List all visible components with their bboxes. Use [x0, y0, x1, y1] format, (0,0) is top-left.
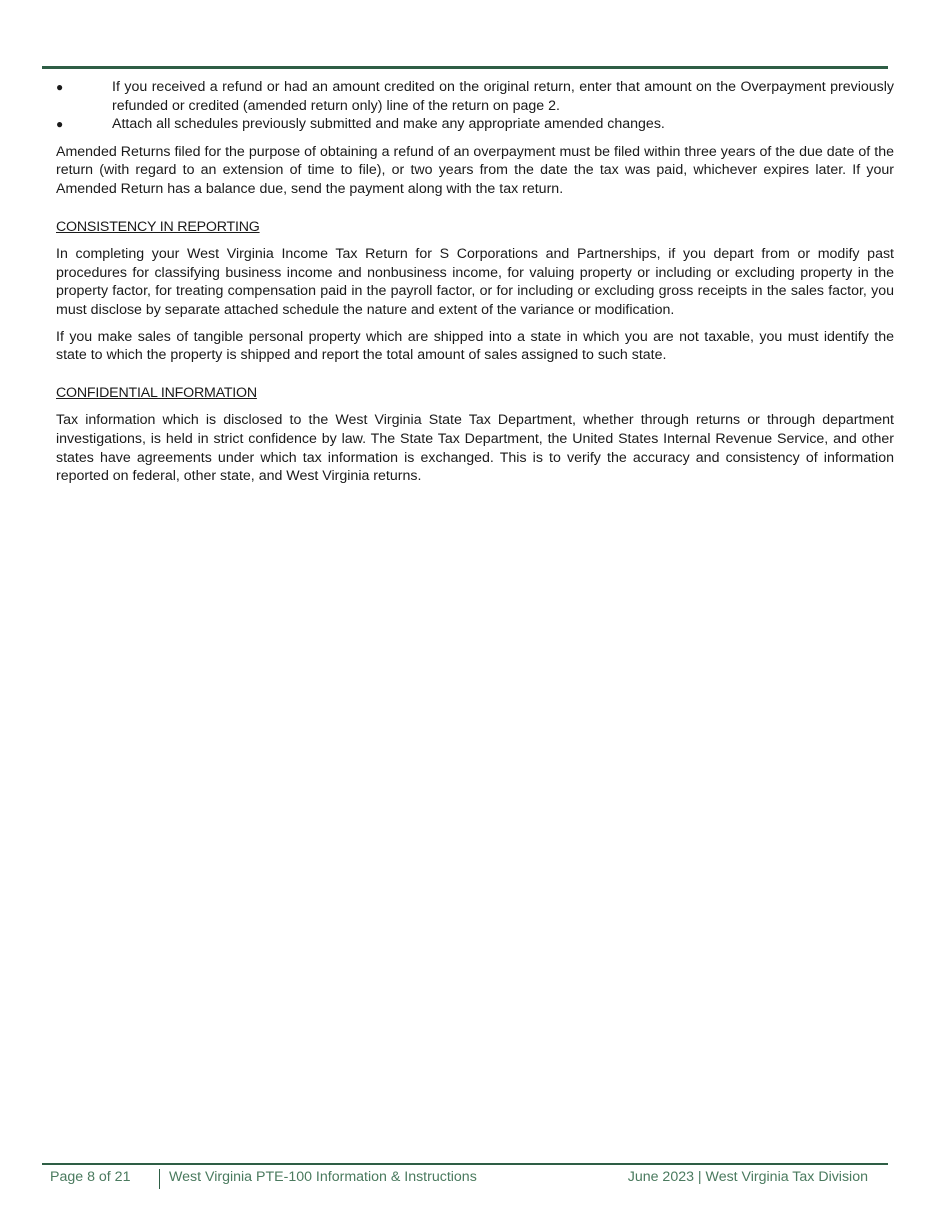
bullet-text: If you received a refund or had an amount credited on the original return, enter that amount on the Overpayment previously refunded or credited (amended return only) line of the return on page 2.	[112, 79, 894, 114]
list-item	[56, 115, 894, 134]
bullet-icon: ●	[56, 117, 64, 132]
footer-separator	[159, 1169, 160, 1189]
amended-return-bullets	[56, 78, 894, 134]
header-divider	[42, 66, 888, 69]
amended-returns-paragraph: Amended Returns filed for the purpose of obtaining a refund of an overpayment must be filed within three years of the due date of the return (with regard to an extension of time to file), or two years from the date the tax was paid, whichever expires later. If your Amended Return has a balance due, send the payment along with the tax return.	[56, 143, 894, 197]
confidential-heading: CONFIDENTIAL INFORMATION	[56, 384, 257, 401]
page-footer	[0, 1169, 950, 1189]
page-content	[56, 78, 894, 486]
document-title: West Virginia PTE-100 Information & Instructions	[169, 1169, 477, 1185]
consistency-heading: CONSISTENCY IN REPORTING	[56, 218, 260, 235]
consistency-paragraph: In completing your West Virginia Income Tax Return for S Corporations and Partnerships, if you depart from or modify past procedures for classifying business income and nonbusiness income, for valuing property or including or excluding property in the property factor, for treating compensation paid in the payroll factor, or for including or excluding gross receipts in the sales factor, you must disclose by separate attached schedule the nature and extent of the variance or modification.	[56, 246, 894, 318]
bullet-icon: ●	[56, 80, 64, 94]
bullet-text: Attach all schedules previously submitted and make any appropriate amended changes.	[112, 116, 665, 133]
list-item	[56, 78, 894, 115]
tangible-property-paragraph: If you make sales of tangible personal property which are shipped into a state in which you are not taxable, you must identify the state to which the property is shipped and report the total amount of sales assigned to such state.	[56, 328, 894, 364]
footer-divider	[42, 1163, 888, 1165]
confidential-paragraph: Tax information which is disclosed to the West Virginia State Tax Department, whether through returns or through department investigations, is held in strict confidence by law. The State Tax Department, the United States Internal Revenue Service, and other states have agreements under which tax information is exchanged. This is to verify the accuracy and consistency of information reported on federal, other state, and West Virginia returns.	[56, 412, 894, 485]
publication-info: June 2023 | West Virginia Tax Division	[627, 1169, 868, 1185]
page-number: Page 8 of 21	[50, 1169, 131, 1185]
